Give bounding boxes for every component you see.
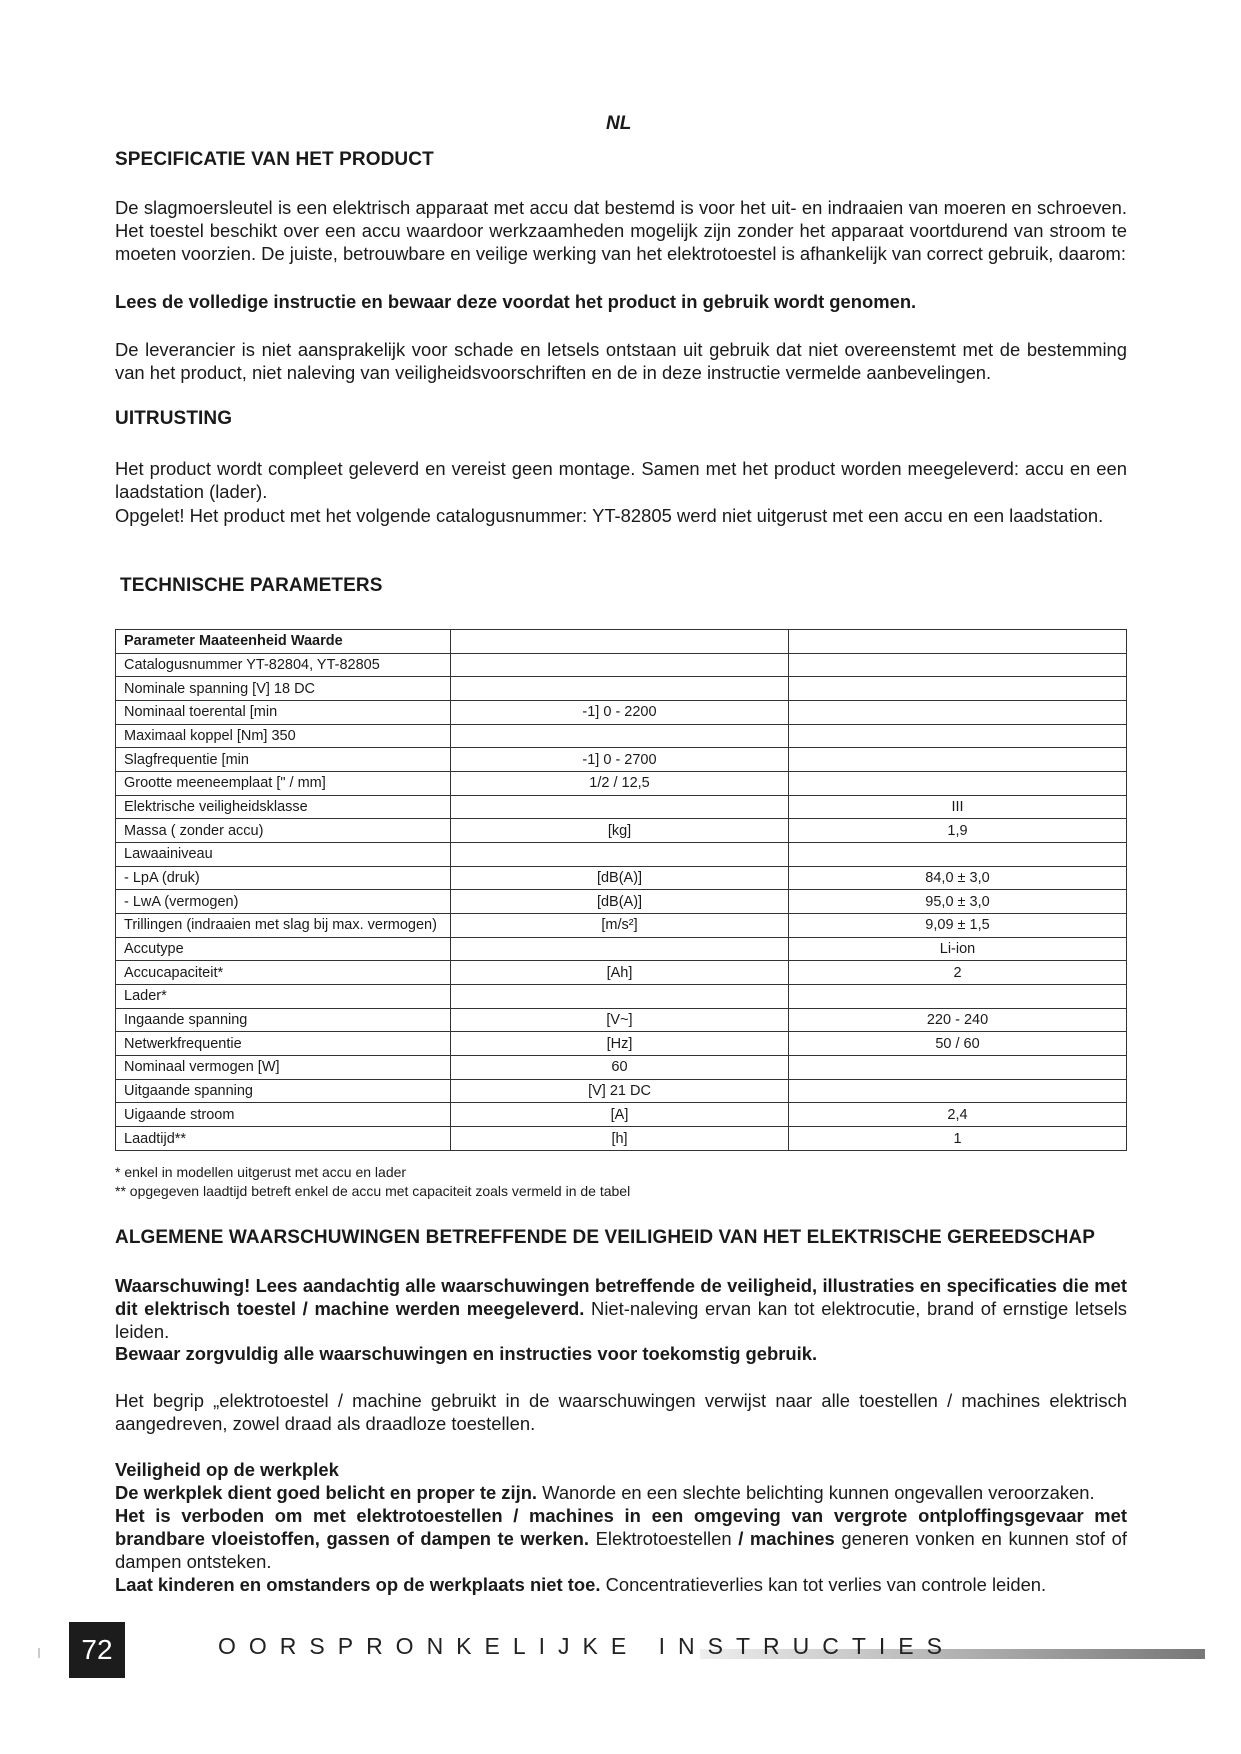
language-label: NL: [606, 113, 632, 134]
table-cell: 220 - 240: [789, 1008, 1127, 1032]
spec-heading: SPECIFICATIE VAN HET PRODUCT: [115, 149, 434, 170]
table-cell: [451, 677, 789, 701]
table-cell: Laadtijd**: [116, 1127, 451, 1151]
table-row: [116, 701, 1127, 725]
workplace-text: [115, 1481, 1127, 1596]
spec-paragraph-2: Lees de volledige instructie en bewaar deze voordat het product in gebruik wordt genomen.: [115, 291, 917, 312]
table-cell: Nominaal vermogen [W]: [116, 1056, 451, 1080]
equipment-paragraph-1: Het product wordt compleet geleverd en vereist geen montage. Samen met het product worden meegeleverd: accu en een laadstation (lader).: [115, 458, 1127, 502]
table-cell: [V~]: [451, 1008, 789, 1032]
table-cell: Catalogusnummer YT-82804, YT-82805: [116, 653, 451, 677]
equipment-paragraph-2: Opgelet! Het product met het volgende catalogusnummer: YT-82805 werd niet uitgerust met een accu en een laadstation.: [115, 505, 1104, 526]
table-cell: Accutype: [116, 937, 451, 961]
table-cell: [dB(A)]: [451, 866, 789, 890]
table-row: [116, 914, 1127, 938]
table-cell: 1: [789, 1127, 1127, 1151]
table-cell: [789, 630, 1127, 654]
table-cell: Maximaal koppel [Nm] 350: [116, 724, 451, 748]
table-cell: 84,0 ± 3,0: [789, 866, 1127, 890]
table-row: [116, 772, 1127, 796]
workplace-heading: Veiligheid op de werkplek: [115, 1459, 339, 1480]
table-row: [116, 1127, 1127, 1151]
table-cell: [789, 653, 1127, 677]
workplace-w2-bold: Het is verboden om met elektrotoestellen / machines in een omgeving van vergrote ontploffingsgevaar met brandbare vloeistoffen, gassen of dampen te werken.: [115, 1505, 1127, 1549]
table-cell: [dB(A)]: [451, 890, 789, 914]
table-row: [116, 748, 1127, 772]
workplace-w3-rest: Concentratieverlies kan tot verlies van controle leiden.: [600, 1574, 1047, 1595]
workplace-w3-bold: Laat kinderen en omstanders op de werkplaats niet toe.: [115, 1574, 601, 1595]
table-cell: Grootte meeneemplaat [" / mm]: [116, 772, 451, 796]
table-footnote-1: * enkel in modellen uitgerust met accu en lader: [115, 1164, 407, 1180]
table-row: [116, 795, 1127, 819]
table-cell: [451, 653, 789, 677]
table-row: [116, 937, 1127, 961]
workplace-w2-mid: Elektrotoestellen: [589, 1528, 739, 1549]
table-cell: [Hz]: [451, 1032, 789, 1056]
warnings-paragraph-1: [115, 1274, 1127, 1343]
table-cell: [451, 937, 789, 961]
table-cell: [789, 1079, 1127, 1103]
table-cell: Slagfrequentie [min: [116, 748, 451, 772]
table-cell: [789, 1056, 1127, 1080]
table-cell: [451, 985, 789, 1009]
table-row: [116, 677, 1127, 701]
table-cell: Ingaande spanning: [116, 1008, 451, 1032]
table-row: [116, 1103, 1127, 1127]
table-footnote-2: ** opgegeven laadtijd betreft enkel de accu met capaciteit zoals vermeld in de tabel: [115, 1183, 631, 1199]
table-row: [116, 985, 1127, 1009]
table-cell: Li-ion: [789, 937, 1127, 961]
table-cell: -1] 0 - 2200: [451, 701, 789, 725]
table-row: [116, 1056, 1127, 1080]
table-row: [116, 1032, 1127, 1056]
table-cell: [789, 772, 1127, 796]
table-cell: Lawaainiveau: [116, 843, 451, 867]
table-cell: III: [789, 795, 1127, 819]
table-cell: Trillingen (indraaien met slag bij max. vermogen): [116, 914, 451, 938]
warnings-heading: ALGEMENE WAARSCHUWINGEN BETREFFENDE DE VEILIGHEID VAN HET ELEKTRISCHE GEREEDSCHAP: [115, 1227, 1095, 1248]
table-cell: Accucapaciteit*: [116, 961, 451, 985]
footer-title: OORSPRONKELIJKE INSTRUCTIES: [218, 1633, 955, 1659]
table-cell: [m/s²]: [451, 914, 789, 938]
table-row: [116, 630, 1127, 654]
workplace-w2-bold2: / machines: [738, 1528, 835, 1549]
table-cell: [451, 630, 789, 654]
table-cell: Parameter Maateenheid Waarde: [116, 630, 451, 654]
params-heading: TECHNISCHE PARAMETERS: [120, 575, 383, 596]
table-cell: [451, 795, 789, 819]
warnings-paragraph-3: Het begrip „elektrotoestel / machine gebruikt in de waarschuwingen verwijst naar alle toestellen / machines elektrisch aangedreven, zowel draad als draadloze toestellen.: [115, 1390, 1127, 1434]
table-cell: Massa ( zonder accu): [116, 819, 451, 843]
table-cell: 1/2 / 12,5: [451, 772, 789, 796]
workplace-w1-rest: Wanorde en een slechte belichting kunnen ongevallen veroorzaken.: [537, 1482, 1095, 1503]
spec-paragraph-3: De leverancier is niet aansprakelijk voor schade en letsels ontstaan uit gebruik dat niet overeenstemt met de bestemming van het product, niet naleving van veiligheidsvoorschriften en de in deze instructie vermelde aanbevelingen.: [115, 339, 1127, 383]
table-row: [116, 724, 1127, 748]
table-row: [116, 890, 1127, 914]
table-cell: [451, 724, 789, 748]
table-cell: [kg]: [451, 819, 789, 843]
equipment-heading: UITRUSTING: [115, 408, 233, 429]
page-number: 72: [69, 1622, 125, 1678]
table-cell: Uigaande stroom: [116, 1103, 451, 1127]
table-row: [116, 653, 1127, 677]
table-cell: - LpA (druk): [116, 866, 451, 890]
workplace-w1-bold: De werkplek dient goed belicht en proper te zijn.: [115, 1482, 538, 1503]
table-cell: 60: [451, 1056, 789, 1080]
table-cell: [A]: [451, 1103, 789, 1127]
warnings-p1-bold: Waarschuwing! Lees aandachtig alle waarschuwingen betreffende de veiligheid, illustraties en specificaties die met dit elektrisch toestel / machine werden meegeleverd.: [115, 1275, 1127, 1319]
table-row: [116, 843, 1127, 867]
table-cell: [789, 985, 1127, 1009]
warnings-paragraph-2: Bewaar zorgvuldig alle waarschuwingen en instructies voor toekomstig gebruik.: [115, 1343, 818, 1364]
table-cell: Lader*: [116, 985, 451, 1009]
spec-paragraph-1: De slagmoersleutel is een elektrisch apparaat met accu dat bestemd is voor het uit- en indraaien van moeren en schroeven. Het toestel beschikt over een accu waardoor werkzaamheden mogelijk zijn zonder het apparaat voortdurend van stroom te moeten voorzien. De juiste, betrouwbare en veilige werking van het elektrotoestel is afhankelijk van correct gebruik, daarom:: [115, 197, 1127, 264]
parameters-table: [115, 629, 1127, 1151]
workplace-w2-rest: generen vonken en kunnen stof of dampen ontsteken.: [115, 1528, 1127, 1572]
table-cell: [789, 748, 1127, 772]
table-cell: [789, 677, 1127, 701]
table-cell: [789, 843, 1127, 867]
table-cell: Nominaal toerental [min: [116, 701, 451, 725]
table-cell: Elektrische veiligheidsklasse: [116, 795, 451, 819]
table-row: [116, 866, 1127, 890]
table-cell: [h]: [451, 1127, 789, 1151]
footer-margin-mark: [38, 1648, 40, 1658]
table-cell: [789, 701, 1127, 725]
table-cell: 95,0 ± 3,0: [789, 890, 1127, 914]
table-cell: [V] 21 DC: [451, 1079, 789, 1103]
table-cell: 9,09 ± 1,5: [789, 914, 1127, 938]
table-cell: Netwerkfrequentie: [116, 1032, 451, 1056]
table-cell: [451, 843, 789, 867]
table-cell: 50 / 60: [789, 1032, 1127, 1056]
table-cell: Nominale spanning [V] 18 DC: [116, 677, 451, 701]
table-cell: - LwA (vermogen): [116, 890, 451, 914]
table-row: [116, 1079, 1127, 1103]
table-cell: [Ah]: [451, 961, 789, 985]
table-cell: Uitgaande spanning: [116, 1079, 451, 1103]
table-cell: 1,9: [789, 819, 1127, 843]
table-cell: [789, 724, 1127, 748]
warnings-p1-rest: Niet-naleving ervan kan tot elektrocutie, brand of ernstige letsels leiden.: [115, 1298, 1127, 1342]
table-cell: 2: [789, 961, 1127, 985]
table-row: [116, 819, 1127, 843]
table-row: [116, 961, 1127, 985]
table-row: [116, 1008, 1127, 1032]
table-cell: 2,4: [789, 1103, 1127, 1127]
table-cell: -1] 0 - 2700: [451, 748, 789, 772]
